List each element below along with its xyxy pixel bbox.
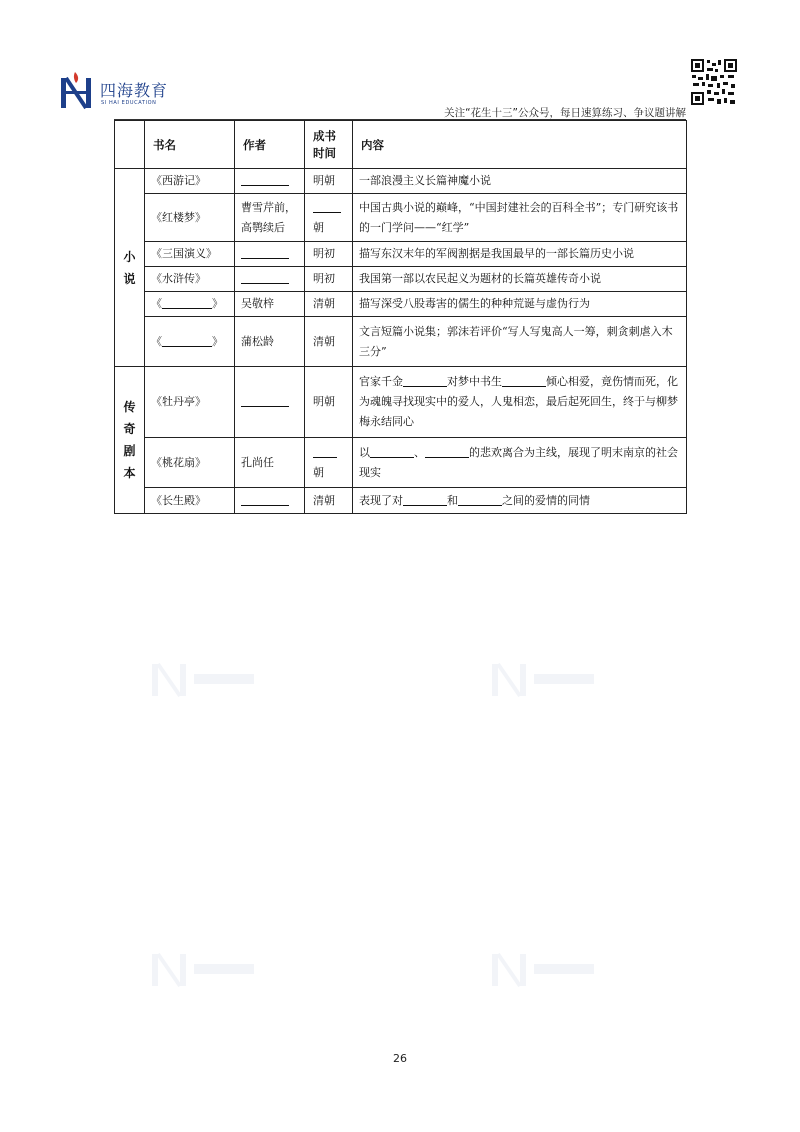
cell-era: 明朝 [305,169,353,194]
fill-blank [241,505,289,506]
cell-content: 描写东汉末年的军阀割据是我国最早的一部长篇历史小说 [353,242,687,267]
cell-title: 《西游记》 [145,169,235,194]
cell-title: 《长生殿》 [145,488,235,514]
header-title: 书名 [145,121,235,169]
fill-blank [403,386,447,387]
cell-author [235,367,305,438]
cell-title: 《桃花扇》 [145,438,235,488]
cell-era [305,438,353,488]
header-blank [115,121,145,169]
cell-author: 曹雪芹前，高鹗续后 [235,194,305,242]
fill-blank [241,258,289,259]
fill-blank [241,406,289,407]
watermark-logo-icon [490,950,600,990]
table-row [115,488,687,514]
fill-blank [162,346,212,347]
cell-author: 孔尚任 [235,438,305,488]
content-part-c: 的悲欢离合为主线，展现了明末南京的社会现实 [359,445,678,479]
table-row [115,267,687,292]
cell-era: 明初 [305,267,353,292]
content-part-a: 官家千金 [359,375,403,388]
cell-title: 《水浒传》 [145,267,235,292]
cell-era: 明朝 [305,367,353,438]
sihai-logo [60,72,200,112]
title-close: 》 [212,334,223,348]
cell-title [145,292,235,317]
fill-blank [370,457,414,458]
watermark-logo-icon [490,660,600,700]
content-part-b: 对梦中书生 [447,375,502,388]
content-part-c: 之间的爱情的同情 [502,493,590,507]
cell-content [353,438,687,488]
cell-content: 描写深受八股毒害的儒生的种种荒诞与虚伪行为 [353,292,687,317]
fill-blank [162,308,212,309]
cell-era: 清朝 [305,292,353,317]
table-row [115,194,687,242]
table-row [115,169,687,194]
header-content: 内容 [353,121,687,169]
logo-text: 四海教育 [100,81,169,100]
fill-blank [502,386,546,387]
category-drama [115,367,145,514]
slogan-text: 关注“花生十三”公众号，每日速算练习、争议题讲解 [444,107,686,119]
fill-blank [313,457,337,458]
cell-author [235,488,305,514]
fill-blank [241,185,289,186]
cell-title: 《牡丹亭》 [145,367,235,438]
table-row [115,317,687,367]
cell-era: 清朝 [305,488,353,514]
category-novel-label: 小说 [123,249,136,286]
logo-mark-icon [60,72,96,110]
cell-content: 中国古典小说的巅峰，“中国封建社会的百科全书”；专门研究该书的一门学问——“红学” [353,194,687,242]
page-number: 26 [393,1052,407,1065]
cell-author [235,242,305,267]
logo-subtext: SI HAI EDUCATION [101,100,157,106]
cell-era-text: 朝 [313,465,324,479]
cell-era-text: 朝 [313,220,324,234]
cell-content: 一部浪漫主义长篇神魔小说 [353,169,687,194]
cell-title [145,317,235,367]
cell-author [235,169,305,194]
header-author: 作者 [235,121,305,169]
cell-author: 蒲松龄 [235,317,305,367]
fill-blank [458,505,502,506]
table-row [115,438,687,488]
table-row [115,242,687,267]
content-part-a: 表现了对 [359,493,403,507]
cell-era [305,194,353,242]
cell-era: 清朝 [305,317,353,367]
content-part-b: 和 [447,493,458,507]
cell-content [353,367,687,438]
category-novel [115,169,145,367]
category-drama-label: 传奇剧本 [123,400,136,480]
table-row [115,367,687,438]
fill-blank [241,283,289,284]
watermark-logo-icon [150,950,260,990]
literature-table [114,120,687,514]
fill-blank [425,457,469,458]
fill-blank [403,505,447,506]
content-part-a: 以 [359,445,370,459]
table-header-row [115,121,687,169]
title-open: 《 [151,297,162,310]
cell-author [235,267,305,292]
cell-content: 我国第一部以农民起义为题材的长篇英雄传奇小说 [353,267,687,292]
cell-title: 《三国演义》 [145,242,235,267]
content-part-c: 倾心相爱，竟伤情而死，化为魂魄寻找现实中的爱人，人鬼相恋，最后起死回生，终于与柳梦梅永结同心 [359,375,678,428]
fill-blank [313,212,341,213]
cell-content [353,488,687,514]
header-era-text: 成书时间 [313,128,336,160]
title-close: 》 [212,297,223,310]
cell-author: 吴敬梓 [235,292,305,317]
cell-era: 明初 [305,242,353,267]
content-part-b: 、 [414,445,425,459]
qr-code-icon [690,58,738,106]
watermark-logo-icon [150,660,260,700]
header-era [305,121,353,169]
page-header [0,0,800,120]
table-row [115,292,687,317]
cell-content: 文言短篇小说集；郭沫若评价“写人写鬼高人一筹，刺贪刺虐入木三分” [353,317,687,367]
cell-title: 《红楼梦》 [145,194,235,242]
title-open: 《 [151,334,162,348]
